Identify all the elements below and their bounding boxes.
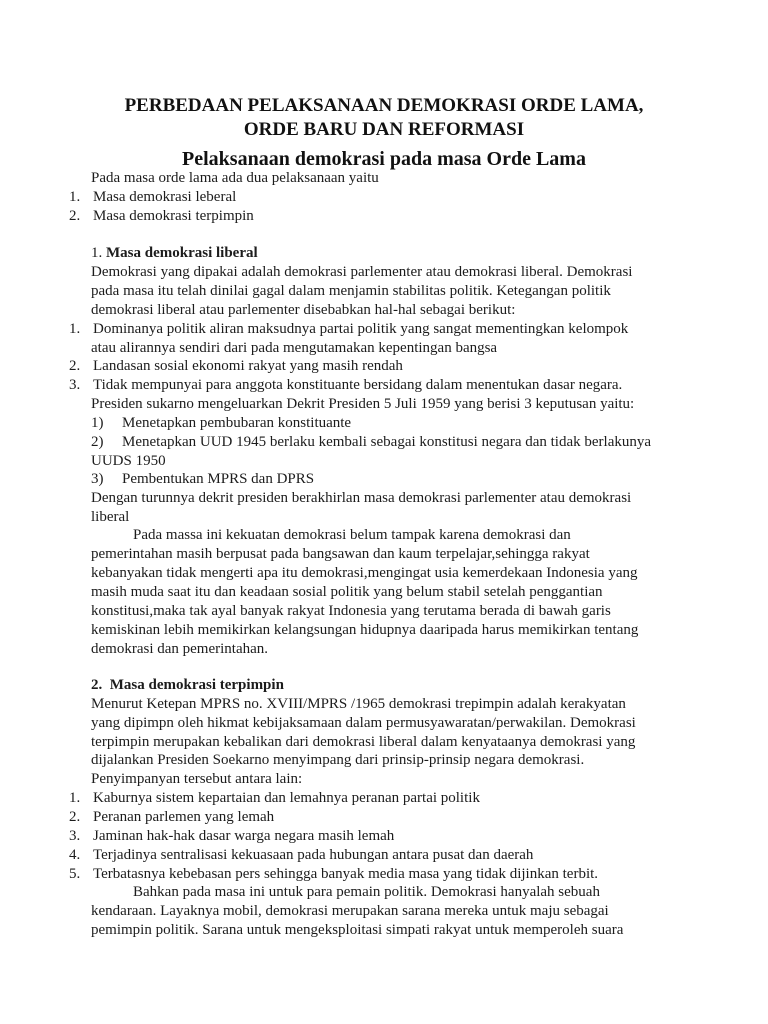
list-number: 1. bbox=[69, 321, 81, 337]
section-1-number: 1. bbox=[91, 245, 103, 261]
section-1-heading bbox=[91, 244, 258, 263]
list-item: Tidak mempunyai para anggota konstituante bersidang dalam menentukan dasar negara. bbox=[93, 377, 623, 393]
paragraph-line: demokrasi dan pemerintahan. bbox=[91, 641, 269, 657]
list-number: 2. bbox=[69, 358, 81, 374]
section-2-title: Masa demokrasi terpimpin bbox=[109, 677, 284, 693]
list-number: 4. bbox=[69, 847, 81, 863]
list-number: 1. bbox=[69, 790, 81, 806]
paragraph-line: liberal bbox=[91, 509, 130, 525]
list-item: Dominanya politik aliran maksudnya partai politik yang sangat mementingkan kelompok bbox=[93, 321, 629, 337]
decree-item: Pembentukan MPRS dan DPRS bbox=[122, 471, 315, 487]
decree-item: Menetapkan UUD 1945 berlaku kembali sebagai konstitusi negara dan tidak berlakunya bbox=[122, 434, 652, 450]
paragraph-line: Menurut Ketepan MPRS no. XVIII/MPRS /1965 demokrasi trepimpin adalah kerakyatan bbox=[91, 696, 626, 712]
paragraph-line: pemimpin politik. Sarana untuk mengeksploitasi simpati rakyat untuk memperoleh suara bbox=[91, 922, 624, 938]
document-title-line-2: ORDE BARU DAN REFORMASI bbox=[243, 119, 525, 140]
intro-text: Pada masa orde lama ada dua pelaksanaan yaitu bbox=[91, 170, 379, 186]
paragraph-line: Demokrasi yang dipakai adalah demokrasi parlementer atau demokrasi liberal. Demokrasi bbox=[91, 264, 633, 280]
section-2-number: 2. bbox=[91, 677, 103, 693]
list-item: Terbatasnya kebebasan pers sehingga banyak media masa yang tidak dijinkan terbit. bbox=[93, 866, 599, 882]
list-item: Masa demokrasi leberal bbox=[93, 189, 237, 205]
paragraph-line: kemiskinan lebih memikirkan kelangsungan hidupnya daaripada harus memikirkan tentang bbox=[91, 622, 639, 638]
list-item: Peranan parlemen yang lemah bbox=[93, 809, 275, 825]
list-item: Terjadinya sentralisasi kekuasaan pada hubungan antara pusat dan daerah bbox=[93, 847, 534, 863]
list-number: 2. bbox=[69, 208, 81, 224]
section-2-heading bbox=[91, 676, 284, 695]
section-1-title: Masa demokrasi liberal bbox=[106, 245, 258, 261]
list-item: Kaburnya sistem kepartaian dan lemahnya peranan partai politik bbox=[93, 790, 480, 806]
list-item: Landasan sosial ekonomi rakyat yang masih rendah bbox=[93, 358, 403, 374]
paragraph-line: konstitusi,maka tak ayal banyak rakyat Indonesia yang terutama berada di bawah garis bbox=[91, 603, 611, 619]
decree-number: 3) bbox=[91, 471, 104, 487]
paragraph-line: Penyimpanyan tersebut antara lain: bbox=[91, 771, 303, 787]
list-number: 1. bbox=[69, 189, 81, 205]
paragraph-line: Bahkan pada masa ini untuk para pemain politik. Demokrasi hanyalah sebuah bbox=[133, 884, 600, 900]
decree-number: 1) bbox=[91, 415, 104, 431]
paragraph-line: dijalankan Presiden Soekarno menyimpang dari prinsip-prinsip negara demokrasi. bbox=[91, 752, 585, 768]
paragraph-line: masih muda saat itu dan keadaan sosial politik yang belum stabil setelah penggantian bbox=[91, 584, 603, 600]
list-number: 2. bbox=[69, 809, 81, 825]
paragraph-line: kebanyakan tidak mengerti apa itu demokrasi,mengingat usia kemerdekaan Indonesia yang bbox=[91, 565, 638, 581]
paragraph-line: demokrasi liberal atau parlementer disebabkan hal-hal sebagai berikut: bbox=[91, 302, 516, 318]
decree-number: 2) bbox=[91, 434, 104, 450]
list-item: Masa demokrasi terpimpin bbox=[93, 208, 254, 224]
decree-item: Menetapkan pembubaran konstituante bbox=[122, 415, 352, 431]
paragraph-line: pada masa itu telah dinilai gagal dalam menjamin stabilitas politik. Ketegangan politik bbox=[91, 283, 611, 299]
paragraph-line: pemerintahan masih berpusat pada bangsawan dan kaum terpelajar,sehingga rakyat bbox=[91, 546, 590, 562]
decree-item-continuation: UUDS 1950 bbox=[91, 453, 166, 469]
document-title-line-1: PERBEDAAN PELAKSANAAN DEMOKRASI ORDE LAMA, bbox=[124, 95, 644, 116]
paragraph-line: yang dipimpn oleh hikmat kebijaksamaan dalam permusyawaratan/perwakilan. Demokrasi bbox=[91, 715, 636, 731]
list-number: 5. bbox=[69, 866, 81, 882]
paragraph-line: terpimpin merupakan kebalikan dari demokrasi liberal dalam kenyataanya demokrasi yang bbox=[91, 734, 636, 750]
section-subtitle: Pelaksanaan demokrasi pada masa Orde Lama bbox=[182, 148, 586, 170]
list-number: 3. bbox=[69, 377, 81, 393]
list-item-continuation: Presiden sukarno mengeluarkan Dekrit Presiden 5 Juli 1959 yang berisi 3 keputusan yaitu: bbox=[91, 396, 635, 412]
paragraph-line: kendaraan. Layaknya mobil, demokrasi merupakan sarana mereka untuk maju sebagai bbox=[91, 903, 609, 919]
list-number: 3. bbox=[69, 828, 81, 844]
paragraph-line: Pada massa ini kekuatan demokrasi belum tampak karena demokrasi dan bbox=[133, 527, 571, 543]
list-item: Jaminan hak-hak dasar warga negara masih lemah bbox=[93, 828, 395, 844]
list-item-continuation: atau alirannya sendiri dari pada mengutamakan kepentingan bangsa bbox=[91, 340, 498, 356]
paragraph-line: Dengan turunnya dekrit presiden berakhirlan masa demokrasi parlementer atau demokrasi bbox=[91, 490, 632, 506]
